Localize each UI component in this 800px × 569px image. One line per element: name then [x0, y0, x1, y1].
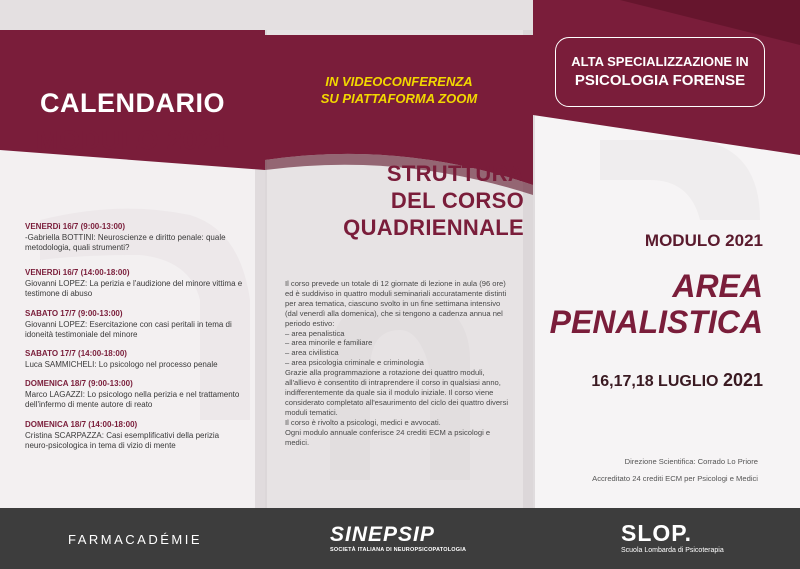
course-description [285, 279, 517, 447]
body-line: (dal venerdì alla domenica), che si tengono a cadenza annua nel [285, 308, 503, 318]
schedule-line: Luca SAMMICHELI: Lo psicologo nel processo penale [25, 359, 218, 369]
body-line: Ogni modulo annuale conferisce 24 crediti ECM a psicologi e [285, 427, 491, 437]
body-line: moduli tematici. [285, 407, 338, 417]
schedule-heading: SABATO 17/7 (14:00-18:00) [25, 349, 127, 358]
schedule-heading: DOMENICA 18/7 (9:00-13:00) [25, 379, 133, 388]
heading-line: DEL CORSO [390, 188, 524, 213]
schedule-heading: SABATO 17/7 (9:00-13:00) [25, 309, 123, 318]
body-line: – area civilistica [285, 348, 339, 358]
body-line: indifferentemente da quale sia il modulo iniziale. Il corso viene [285, 387, 494, 397]
schedule-line: metodologia, quali strumenti? [25, 243, 130, 252]
body-line: all'allievo è consentito di intraprendere il corso in qualsiasi anno, [285, 378, 501, 388]
body-line: Il corso è rivolto a psicologi, medici e avvocati. [285, 417, 441, 427]
schedule-line: dell'infermo di mente autore di reato [25, 400, 153, 409]
schedule-entry [25, 379, 257, 411]
module-label: MODULO 2021 [644, 231, 763, 250]
calendar-title: CALENDARIO [40, 88, 225, 118]
schedule-line: Cristina SCARPAZZA: Casi esemplificativi della perizia [25, 430, 220, 440]
sinepsip-subtitle: SOCIETÀ ITALIANA DI NEUROPSICOPATOLOGIA [330, 547, 467, 553]
schedule-line: Giovanni LOPEZ: Esercitazione con casi peritali in tema di [25, 319, 232, 329]
schedule-heading: VENERDì 16/7 (9:00-13:00) [25, 222, 126, 231]
accreditation: Accreditato 24 crediti ECM per Psicologi e Medici [592, 474, 758, 483]
schedule-heading: DOMENICA 18/7 (14:00-18:00) [25, 420, 138, 429]
body-line: per area tematica, ciascuno svolto in un fine settimana intensivo [285, 298, 501, 308]
schedule-entry [25, 420, 257, 452]
body-line: considerato completato all'esaurimento del ciclo dei quattro diversi [285, 397, 509, 407]
body-line: Grazie alla programmazione a rotazione dei quattro moduli, [285, 368, 485, 378]
body-line: periodo estivo: [285, 318, 335, 328]
schedule-line: Giovanni LOPEZ: La perizia e l'audizione del minore vittima e [25, 278, 243, 288]
dates-year: 2021 [722, 370, 763, 390]
schedule-entry [25, 268, 257, 300]
schedule-line: idoneità testimoniale del minore [25, 330, 138, 339]
schedule-line: Marco LAGAZZI: Lo psicologo nella perizia e nel trattamento [25, 389, 240, 399]
area-line: AREA [672, 268, 763, 304]
heading-line: QUADRIENNALE [343, 215, 524, 240]
schedule-entry [25, 309, 257, 341]
body-line: medici. [285, 437, 310, 447]
schedule-line: testimone di abuso [25, 289, 93, 298]
specialization-line-2: PSICOLOGIA FORENSE [574, 72, 746, 89]
schedule-line: neuro-psicologica in tema di vizio di mente [25, 441, 176, 450]
specialization-line-1: ALTA SPECIALIZZAZIONE IN [571, 54, 749, 69]
videoconference-notice [268, 73, 530, 107]
body-line: – area minorile e familiare [285, 338, 373, 348]
video-line: SU PIATTAFORMA ZOOM [320, 91, 478, 106]
dates-text: 16,17,18 LUGLIO [591, 373, 719, 390]
sinepsip-logo: SINEPSIP [330, 523, 435, 546]
body-line: – area penalistica [285, 328, 345, 338]
body-line: ed è suddiviso in quattro moduli seminariali accuratamente distinti [285, 288, 507, 298]
video-line: IN VIDEOCONFERENZA [325, 74, 473, 89]
schedule-entry [25, 349, 257, 370]
calendar-subtitle: MODULO 2021 [35, 125, 230, 155]
scientific-direction: Direzione Scientifica: Corrado Lo Priore [624, 457, 758, 466]
body-line: – area psicologia criminale e criminologia [285, 358, 424, 368]
event-dates [545, 370, 763, 391]
schedule-line: -Gabriella BOTTINI: Neuroscienze e diritto penale: quale [25, 232, 226, 242]
course-structure-heading [268, 160, 524, 241]
body-line: Il corso prevede un totale di 12 giornate di lezione in aula (96 ore) [285, 279, 506, 288]
area-line: PENALISTICA [549, 304, 763, 340]
farmacademie-logo: FARMACADÉMIE [68, 532, 203, 547]
heading-line: STRUTTURA [386, 161, 524, 186]
area-title [545, 268, 763, 340]
schedule-entry [25, 222, 257, 254]
schedule-heading: VENERDì 16/7 (14:00-18:00) [25, 268, 130, 277]
slop-logo: SLOP. [621, 520, 693, 546]
slop-subtitle: Scuola Lombarda di Psicoterapia [621, 547, 724, 554]
